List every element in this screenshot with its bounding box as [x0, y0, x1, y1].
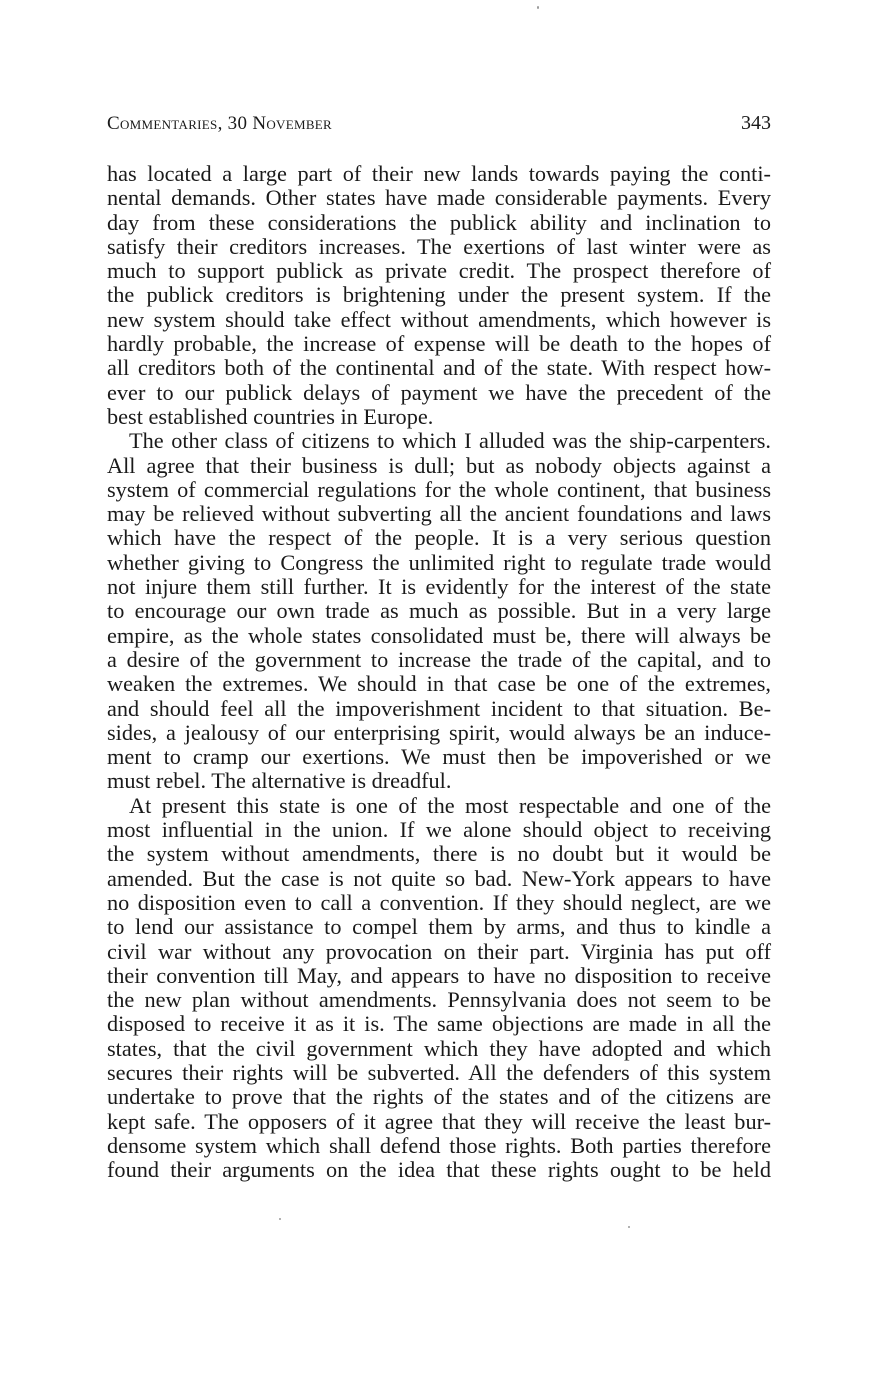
- text-line: satisfy their creditors increases. The exertions of last winter were as: [107, 233, 771, 259]
- text-line: not injure them still further. It is evidently for the interest of the state: [107, 574, 771, 600]
- text-line: densome system which shall defend those rights. Both parties therefore: [107, 1132, 771, 1158]
- text-line: much to support publick as private credit. The prospect therefore of: [107, 258, 771, 284]
- paragraph: [107, 429, 771, 793]
- text-line: no disposition even to call a convention. If they should neglect, are we: [107, 889, 771, 915]
- text-line: must rebel. The alternative is dreadful.: [107, 768, 452, 794]
- text-line: civil war without any provocation on their part. Virginia has put off: [107, 938, 771, 964]
- text-line: whether giving to Congress the unlimited right to regulate trade would: [107, 549, 771, 575]
- text-line: best established countries in Europe.: [107, 403, 434, 429]
- text-line: states, that the civil government which they have adopted and which: [107, 1035, 771, 1061]
- text-line: a desire of the government to increase the trade of the capital, and to: [107, 646, 771, 672]
- text-line: disposed to receive it as it is. The same objections are made in all the: [107, 1011, 771, 1037]
- text-line: hardly probable, the increase of expense will be death to the hopes of: [107, 331, 771, 357]
- text-line: kept safe. The opposers of it agree that they will receive the least bur-: [107, 1108, 771, 1134]
- text-line: ment to cramp our exertions. We must then be impoverished or we: [107, 744, 771, 770]
- text-line: ever to our publick delays of payment we have the precedent of the: [107, 379, 771, 405]
- scan-speck: [628, 1226, 630, 1228]
- scan-speck: [279, 1218, 281, 1220]
- text-line: the system without amendments, there is no doubt but it would be: [107, 841, 771, 867]
- paragraph: [107, 794, 771, 1183]
- paragraph: [107, 162, 771, 429]
- book-page: [107, 112, 771, 1182]
- text-line: the new plan without amendments. Pennsylvania does not seem to be: [107, 987, 771, 1013]
- text-line: the publick creditors is brightening under the present system. If the: [107, 282, 771, 308]
- text-line: All agree that their business is dull; but as nobody objects against a: [107, 452, 771, 478]
- text-line: secures their rights will be subverted. All the defenders of this system: [107, 1059, 771, 1085]
- text-line: has located a large part of their new lands towards paying the conti-: [107, 161, 771, 186]
- text-line: found their arguments on the idea that these rights ought to be held: [107, 1157, 771, 1183]
- text-line: system of commercial regulations for the whole continent, that business: [107, 476, 771, 502]
- text-line: amended. But the case is not quite so bad. New-York appears to have: [107, 865, 771, 891]
- text-line: to encourage our own trade as much as possible. But in a very large: [107, 598, 771, 624]
- text-line: and should feel all the impoverishment incident to that situation. Be-: [107, 695, 771, 721]
- text-line: sides, a jealousy of our enterprising spirit, would always be an induce-: [107, 719, 771, 745]
- page-number: 343: [741, 112, 771, 134]
- text-line: empire, as the whole states consolidated must be, there will always be: [107, 622, 771, 648]
- text-line: to lend our assistance to compel them by arms, and thus to kindle a: [107, 914, 771, 940]
- scan-speck: [537, 6, 539, 9]
- text-line: all creditors both of the continental and of the state. With respect how-: [107, 355, 771, 381]
- text-line: their convention till May, and appears to have no disposition to receive: [107, 962, 771, 988]
- text-line: which have the respect of the people. It is a very serious question: [107, 525, 771, 551]
- text-line: most influential in the union. If we alone should object to receiving: [107, 817, 771, 843]
- body-text: [107, 162, 771, 1182]
- text-line: nental demands. Other states have made considerable payments. Every: [107, 185, 771, 211]
- text-line: The other class of citizens to which I alluded was the ship-carpenters.: [129, 428, 771, 454]
- running-head-title: Commentaries, 30 November: [107, 113, 332, 134]
- text-line: day from these considerations the publick ability and inclination to: [107, 209, 771, 235]
- running-head: [107, 112, 771, 152]
- text-line: weaken the extremes. We should in that case be one of the extremes,: [107, 671, 771, 697]
- text-line: At present this state is one of the most respectable and one of the: [129, 792, 771, 818]
- text-line: undertake to prove that the rights of the states and of the citizens are: [107, 1084, 771, 1110]
- text-line: may be relieved without subverting all the ancient foundations and laws: [107, 501, 771, 527]
- text-line: new system should take effect without amendments, which however is: [107, 306, 771, 332]
